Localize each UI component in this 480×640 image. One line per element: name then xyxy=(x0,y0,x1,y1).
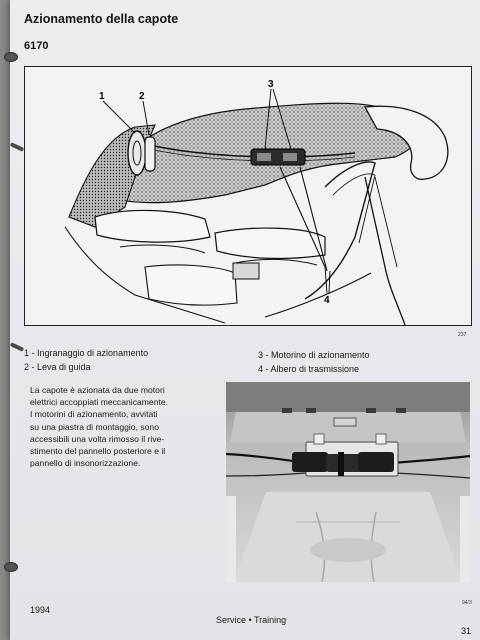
legend-item: 2 - Leva di guida xyxy=(24,362,91,372)
callout-1: 1 xyxy=(99,91,105,102)
binder-ring xyxy=(10,342,24,352)
figure-reference: 237 xyxy=(458,332,467,338)
text-line: stimento del pannello posteriore e il xyxy=(30,446,166,457)
legend-left xyxy=(24,346,148,374)
callout-3: 3 xyxy=(268,79,274,90)
binder-hole xyxy=(4,562,18,572)
callout-2: 2 xyxy=(139,91,145,102)
text-line: La capote è azionata da due motori xyxy=(30,385,165,395)
convertible-top-illustration xyxy=(24,66,472,326)
section-code: 6170 xyxy=(24,40,49,52)
description-paragraph xyxy=(30,384,220,469)
callout-4: 4 xyxy=(324,295,330,306)
binder-hole xyxy=(4,52,18,62)
text-line: elettrici accoppiati meccanicamente. xyxy=(30,397,169,408)
text-line: pannello di insonorizzazione. xyxy=(30,458,141,469)
page-number: 31 xyxy=(461,626,472,636)
binder-ring xyxy=(10,142,24,152)
text-line: su una piastra di montaggio, sono xyxy=(30,421,159,432)
legend-item: 3 - Motorino di azionamento xyxy=(258,350,370,360)
text-line: I motorini di azionamento, avvitati xyxy=(30,409,158,420)
legend-item: 1 - Ingranaggio di azionamento xyxy=(24,348,149,358)
footer-year: 1994 xyxy=(30,605,51,615)
text-line: accessibili una volta rimosso il rive- xyxy=(30,433,165,444)
footer-label: Service • Training xyxy=(216,615,287,625)
legend-item: 4 - Albero di trasmissione xyxy=(258,364,360,374)
page-title: Azionamento della capote xyxy=(24,12,179,26)
legend-right xyxy=(258,348,370,376)
photo-reference: 94/3 xyxy=(462,600,472,606)
motor-assembly-photo xyxy=(226,382,470,582)
